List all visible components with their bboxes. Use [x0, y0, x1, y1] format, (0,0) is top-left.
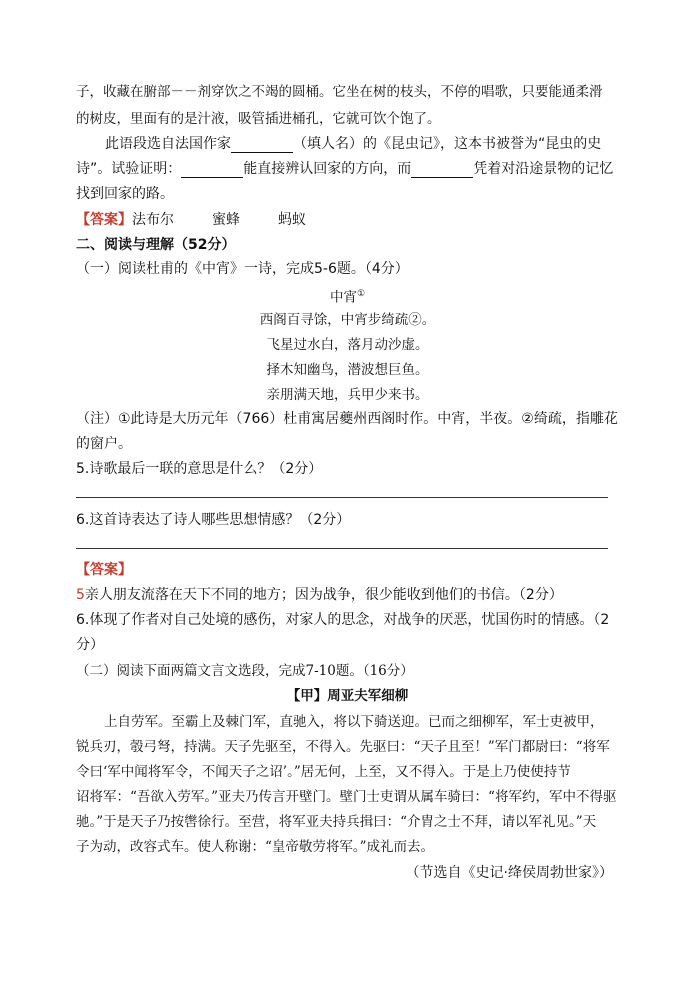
answer-label: 【答案】 — [76, 212, 132, 228]
classical-line-5: 驰。”于是天子乃按辔徐行。至营，将军亚夫持兵揖曰：“介胄之士不拜，请以军礼见。”天 — [76, 814, 597, 830]
classical-line-1: 上自劳军。至霸上及棘门军，直驰入，将以下骑送迎。已而之细柳军，军士吏被甲， — [104, 714, 604, 730]
answer-label-2: 【答案】 — [76, 562, 132, 578]
passage-title: 【甲】周亚夫军细柳 — [286, 688, 409, 704]
classical-line-3: 令曰‘军中闻将军令，不闻天子之诏’。”居无何，上至，又不得入。于是上乃使使持节 — [76, 764, 571, 780]
answer-item-1: 法布尔 — [132, 212, 174, 228]
question-line-3: 找到回家的路。 — [76, 186, 174, 202]
question-6: 6.这首诗表达了诗人哪些思想情感？（2分） — [76, 512, 351, 528]
poem-line-4: 亲朋满天地，兵甲少来书。 — [266, 387, 429, 403]
question-text-b: （填人名）的《昆虫记》，这本书被誉为“昆虫的史 — [293, 136, 602, 152]
answer-5-number: 5 — [76, 587, 85, 603]
passage-source: （节选自《史记·绛侯周勃世家》） — [405, 865, 613, 881]
fill-blank-insect-2[interactable] — [411, 162, 473, 178]
fill-blank-author[interactable] — [231, 137, 293, 153]
fill-blank-insect-1[interactable] — [181, 162, 243, 178]
answer-5 — [76, 586, 563, 604]
poem-line-3: 择木知幽鸟，潜波想巨鱼。 — [266, 362, 429, 378]
question-text-e: 凭着对沿途景物的记忆 — [473, 161, 614, 177]
answer-5-text: 亲人朋友流落在天下不同的地方；因为战争，很少能收到他们的书信。（2分） — [84, 587, 563, 603]
question-text-a: 此语段选自法国作家 — [105, 136, 231, 152]
answer-item-3: 蚂蚁 — [278, 212, 306, 228]
classical-line-4: 诏将军：“吾欲入劳军。”亚夫乃传言开壁门。壁门士吏谓从属车骑曰：“将军约，军中不得驱 — [76, 789, 617, 805]
answer-line-5[interactable] — [76, 497, 608, 498]
answer-6-line-1: 6.体现了作者对自己处境的感伤，对家人的思念，对战争的厌恶，忧国伤时的情感。（2 — [76, 612, 610, 628]
question-line-2 — [76, 160, 613, 178]
passage-line-1: 子，收藏在腑部－－剂穿饮之不竭的圆桶。它坐在树的枝头，不停的唱歌，只要能通柔滑 — [76, 84, 603, 100]
part1-intro: （一）阅读杜甫的《中宵》一诗，完成5-6题。（4分） — [76, 261, 409, 277]
answer-row-1 — [76, 211, 306, 229]
note-line-2: 的窗户。 — [76, 436, 132, 452]
question-line-1 — [105, 135, 601, 153]
poem-title-text: 中宵 — [329, 289, 357, 306]
part2-intro: （二）阅读下面两篇文言文选段，完成7-10题。（16分） — [76, 663, 414, 679]
section-heading: 二、阅读与理解（52分） — [76, 237, 236, 253]
note-line-1: （注）①此诗是大历元年（766）杜甫寓居夔州西阁时作。中宵，半夜。②绮疏，指雕花 — [76, 411, 618, 427]
classical-line-2: 锐兵刃，彀弓弩，持满。天子先驱至，不得入。先驱曰：“天子且至！”军门都尉曰：“将军 — [76, 739, 610, 755]
classical-line-6: 子为动，改容式车。使人称谢：“皇帝敬劳将军。”成礼而去。 — [76, 839, 435, 855]
answer-line-6[interactable] — [76, 548, 608, 549]
poem-title — [0, 285, 695, 307]
poem-title-note: ① — [356, 289, 366, 299]
passage-line-2: 的树皮，里面有的是汁液，吸管插进桶孔，它就可饮个饱了。 — [76, 111, 441, 127]
question-text-c: 诗”。试验证明： — [76, 161, 182, 177]
question-text-d: 能直接辨认回家的方向，而 — [243, 161, 412, 177]
poem-line-1: 西阁百寻馀，中宵步绮疏②。 — [259, 312, 436, 328]
question-5: 5.诗歌最后一联的意思是什么？（2分） — [76, 461, 323, 477]
poem-line-2: 飞星过水白，落月动沙虚。 — [266, 337, 429, 353]
answer-6-line-2: 分） — [76, 637, 104, 653]
answer-item-2: 蜜蜂 — [212, 212, 240, 228]
